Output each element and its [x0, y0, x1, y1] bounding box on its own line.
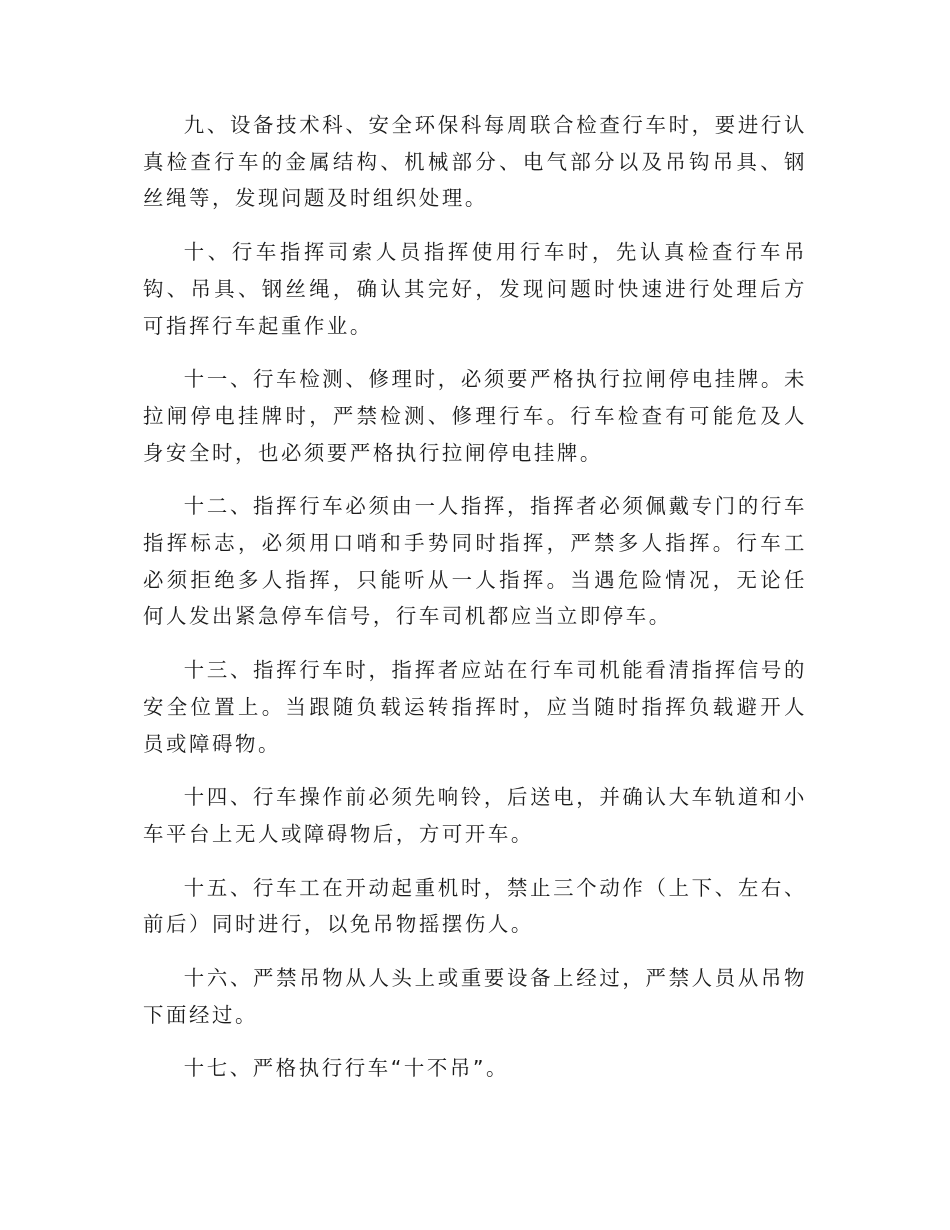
paragraph-item-11: 十一、行车检测、修理时，必须要严格执行拉闸停电挂牌。未拉闸停电挂牌时，严禁检测、修理行车。行车检查有可能危及人身安全时，也必须要严格执行拉闸停电挂牌。 [143, 367, 807, 465]
paragraph-item-12: 十二、指挥行车必须由一人指挥，指挥者必须佩戴专门的行车指挥标志，必须用口哨和手势同时指挥，严禁多人指挥。行车工必须拒绝多人指挥，只能听从一人指挥。当遇危险情况，无论任何人发出紧急停车信号，行车司机都应当立即停车。 [143, 494, 807, 629]
paragraph-item-14: 十四、行车操作前必须先响铃，后送电，并确认大车轨道和小车平台上无人或障碍物后，方可开车。 [143, 785, 807, 846]
paragraph-item-13: 十三、指挥行车时，指挥者应站在行车司机能看清指挥信号的安全位置上。当跟随负载运转指挥时，应当随时指挥负载避开人员或障碍物。 [143, 658, 807, 756]
paragraph-item-17: 十七、严格执行行车“十不吊”。 [183, 1056, 510, 1081]
paragraph-item-16: 十六、严禁吊物从人头上或重要设备上经过，严禁人员从吊物下面经过。 [143, 966, 807, 1027]
document-body [143, 107, 807, 1104]
paragraph-item-9: 九、设备技术科、安全环保科每周联合检查行车时，要进行认真检查行车的金属结构、机械部分、电气部分以及吊钩吊具、钢丝绳等，发现问题及时组织处理。 [143, 113, 807, 211]
paragraph-item-15: 十五、行车工在开动起重机时，禁止三个动作（上下、左右、前后）同时进行，以免吊物摇摆伤人。 [143, 875, 807, 937]
paragraph-item-10: 十、行车指挥司索人员指挥使用行车时，先认真检查行车吊钩、吊具、钢丝绳，确认其完好，发现问题时快速进行处理后方可指挥行车起重作业。 [143, 240, 807, 338]
